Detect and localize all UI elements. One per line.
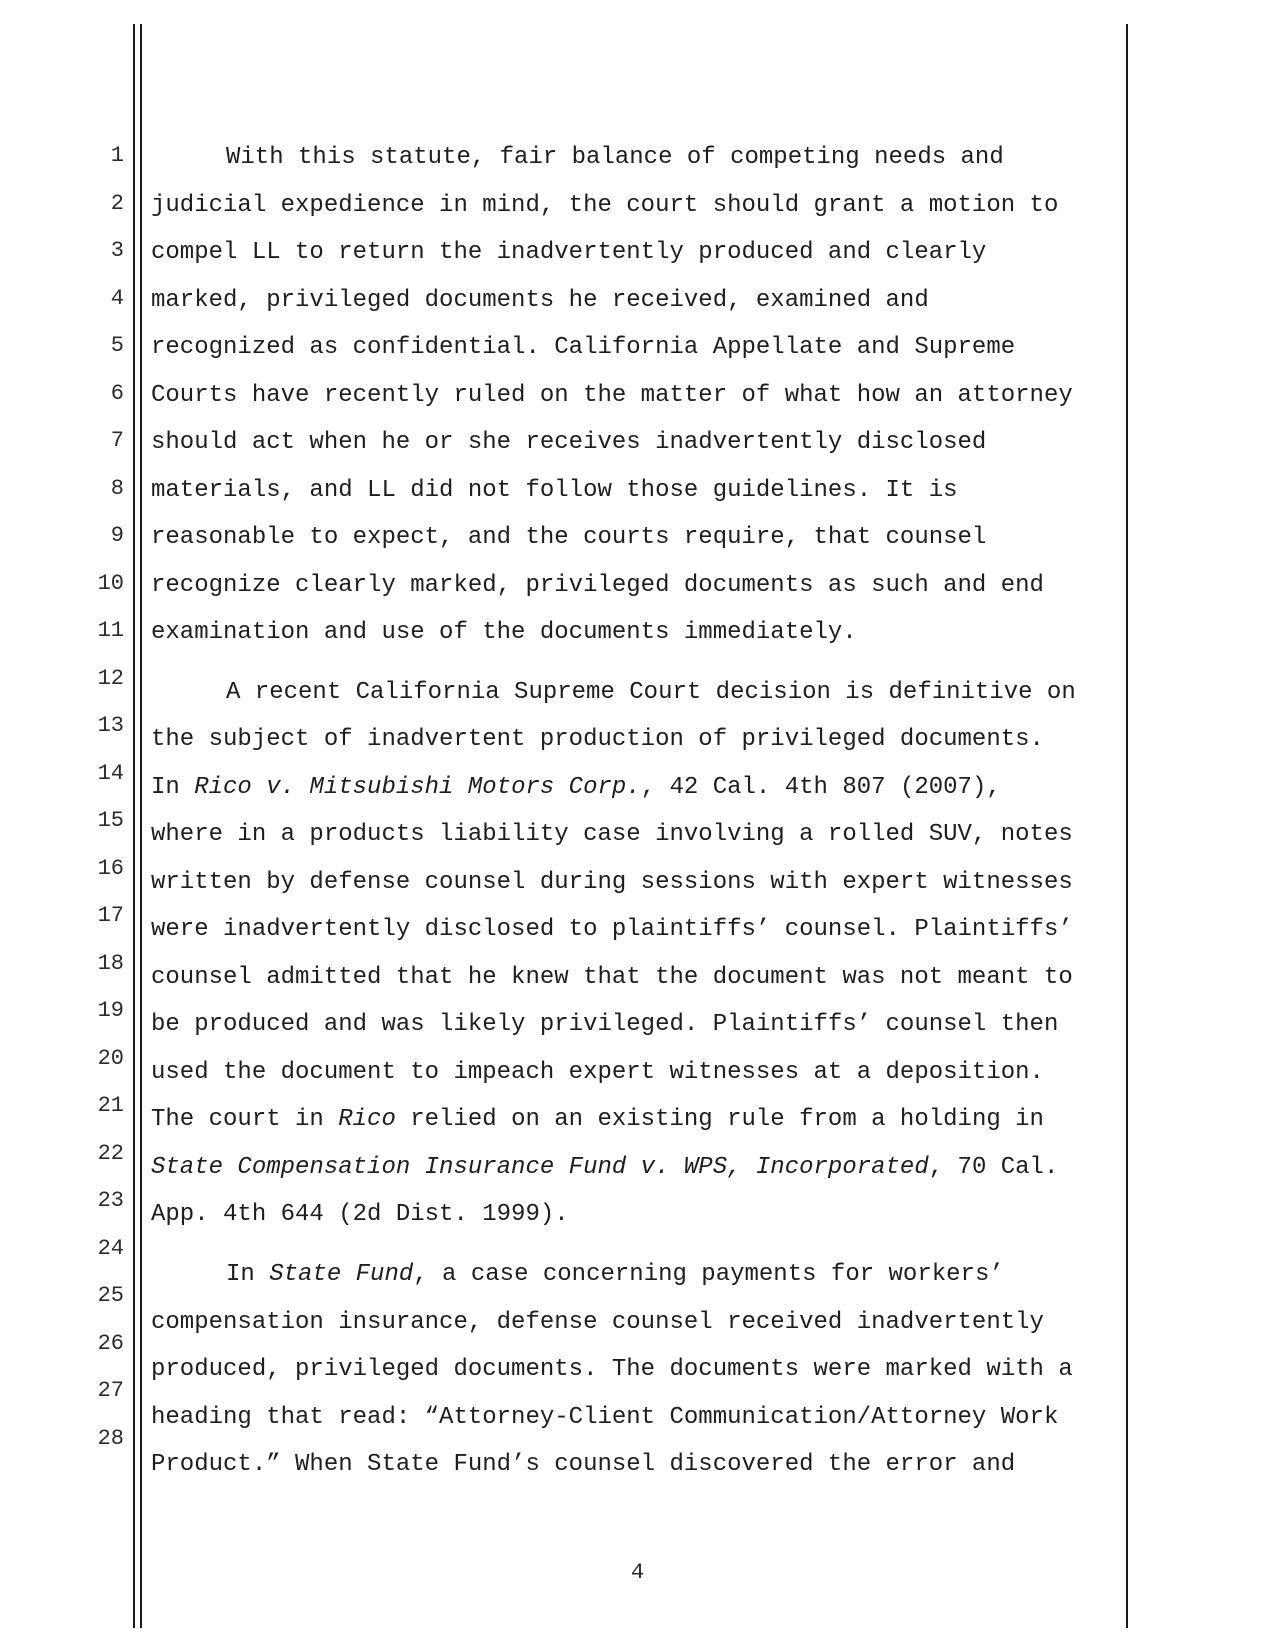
line-number: 24 — [97, 1236, 124, 1261]
text-run: relied on an existing rule from a holding in — [395, 1106, 1044, 1133]
line-number: 6 — [110, 381, 124, 406]
text-run: , 42 Cal. 4th 807 (2007), — [640, 774, 1001, 801]
line-number: 4 — [110, 286, 124, 311]
text-line: heading that read: “Attorney-Client Communication/Attorney Work — [151, 1404, 1059, 1431]
text-line: used the document to impeach expert witnesses at a deposition. — [151, 1059, 1044, 1086]
text-line: materials, and LL did not follow those guidelines. It is — [151, 477, 958, 504]
line-number: 20 — [97, 1046, 124, 1071]
text-line: Courts have recently ruled on the matter of what how an attorney — [151, 382, 1073, 409]
text-line: compensation insurance, defense counsel received inadvertently — [151, 1309, 1044, 1336]
line-number: 16 — [97, 856, 124, 881]
text-line: compel LL to return the inadvertently produced and clearly — [151, 239, 987, 266]
line-number: 27 — [97, 1378, 124, 1403]
text-run: , a case concerning payments for workers’ — [413, 1261, 1004, 1288]
text-line: judicial expedience in mind, the court should grant a motion to — [151, 192, 1059, 219]
line-number: 18 — [97, 951, 124, 976]
text-run: In — [226, 1261, 270, 1288]
text-line: recognize clearly marked, privileged documents as such and end — [151, 572, 1044, 599]
line-number: 1 — [110, 143, 124, 168]
text-line: the subject of inadvertent production of privileged documents. — [151, 726, 1044, 753]
text-line: examination and use of the documents immediately. — [151, 619, 857, 646]
line-number: 23 — [97, 1188, 124, 1213]
text-line: marked, privileged documents he received, examined and — [151, 287, 929, 314]
text-run: The court in — [151, 1106, 339, 1133]
text-line: written by defense counsel during sessions with expert witnesses — [151, 869, 1073, 896]
text-line: With this statute, fair balance of competing needs and — [226, 144, 1004, 171]
left-margin-rule-outer — [133, 24, 135, 1628]
line-number: 13 — [97, 713, 124, 738]
text-line: should act when he or she receives inadvertently disclosed — [151, 429, 987, 456]
text-line: recognized as confidential. California Appellate and Supreme — [151, 334, 1016, 361]
text-line: were inadvertently disclosed to plaintiffs’ counsel. Plaintiffs’ — [151, 916, 1073, 943]
text-line: where in a products liability case involving a rolled SUV, notes — [151, 821, 1073, 848]
line-number: 12 — [97, 666, 124, 691]
text-line: produced, privileged documents. The documents were marked with a — [151, 1356, 1073, 1383]
text-line: App. 4th 644 (2d Dist. 1999). — [151, 1201, 569, 1228]
text-line — [151, 773, 1001, 803]
text-line: counsel admitted that he knew that the document was not meant to — [151, 964, 1073, 991]
case-citation: State Compensation Insurance Fund v. WPS, Incorporated — [151, 1154, 929, 1181]
line-number: 22 — [97, 1141, 124, 1166]
line-number: 21 — [97, 1093, 124, 1118]
line-number: 2 — [110, 191, 124, 216]
right-margin-rule — [1126, 24, 1128, 1628]
text-run: , 70 Cal. — [928, 1154, 1059, 1181]
line-number: 17 — [97, 903, 124, 928]
line-number: 8 — [110, 476, 124, 501]
line-number: 26 — [97, 1331, 124, 1356]
text-run: In — [151, 774, 195, 801]
text-line: A recent California Supreme Court decision is definitive on — [226, 679, 1076, 706]
page-number: 4 — [630, 1560, 645, 1585]
text-line — [151, 1105, 1044, 1135]
line-number: 9 — [110, 523, 124, 548]
line-number: 28 — [97, 1426, 124, 1451]
line-number: 5 — [110, 333, 124, 358]
text-line: reasonable to expect, and the courts require, that counsel — [151, 524, 987, 551]
line-number: 19 — [97, 998, 124, 1023]
text-line: be produced and was likely privileged. Plaintiffs’ counsel then — [151, 1011, 1059, 1038]
case-citation: Rico v. Mitsubishi Motors Corp. — [194, 774, 641, 801]
case-citation: Rico — [338, 1106, 396, 1133]
left-margin-rule-inner — [140, 24, 142, 1628]
line-number: 10 — [97, 571, 124, 596]
line-number: 7 — [110, 428, 124, 453]
case-citation: State Fund — [269, 1261, 414, 1288]
line-number: 14 — [97, 761, 124, 786]
line-number: 15 — [97, 808, 124, 833]
text-line — [226, 1260, 1004, 1290]
line-number: 3 — [110, 238, 124, 263]
line-number: 11 — [97, 618, 124, 643]
text-line — [151, 1153, 1058, 1183]
text-line: Product.” When State Fund’s counsel discovered the error and — [151, 1451, 1016, 1478]
line-number: 25 — [97, 1283, 124, 1308]
